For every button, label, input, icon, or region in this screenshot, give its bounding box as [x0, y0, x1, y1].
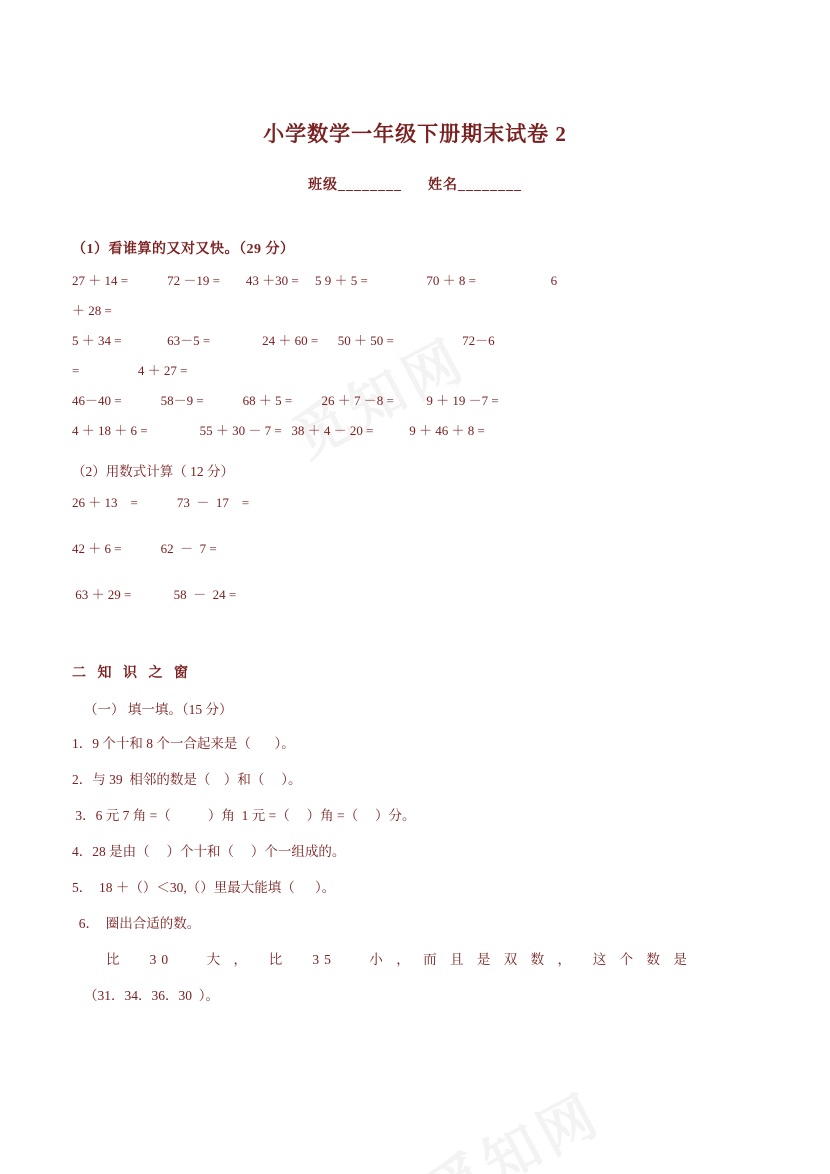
document-content	[0, 118, 830, 1006]
question-item: 2．与 39 相邻的数是（ ）和（ ）。	[72, 772, 302, 787]
calc-row: 27 ＋ 14 = 72 －19 = 43 ＋30 = 5 9 ＋ 5 = 70 ＋ 8 = 6	[72, 273, 558, 288]
watermark-text	[412, 1071, 614, 1174]
question-item: 5． 18 ＋（）＜30,（）里最大能填（ ）。	[72, 880, 336, 895]
name-label: 姓名________	[428, 178, 522, 193]
calc-row: 46－40 = 58－9 = 68 ＋ 5 = 26 ＋ 7 －8 = 9 ＋ 19 －7 =	[72, 393, 499, 408]
section-two-heading: 二 知 识 之 窗	[72, 666, 192, 681]
question-item: 1．9 个十和 8 个一合起来是（ ）。	[72, 736, 295, 751]
question-item: 3．6 元 7 角 =（ ）角 1 元 =（ ）角 =（ ）分。	[72, 808, 416, 823]
identity-line	[72, 174, 758, 194]
vertical-calc-row: 63 ＋ 29 = 58 － 24 =	[72, 587, 237, 602]
vertical-calc-row: 42 ＋ 6 = 62 － 7 =	[72, 541, 217, 556]
calc-row: 5 ＋ 34 = 63－5 = 24 ＋ 60 = 50 ＋ 50 = 72－6	[72, 333, 495, 348]
page-title: 小学数学一年级下册期末试卷 2	[263, 122, 567, 146]
question-item: 4．28 是由（ ）个十和（ ）个一组成的。	[72, 844, 346, 859]
calc-row: 4 ＋ 18 ＋ 6 = 55 ＋ 30 － 7 = 38 ＋ 4 － 20 = 9 ＋ 46 ＋ 8 =	[72, 423, 485, 438]
question-wide-line: 比 30 大 ， 比 35 小 ， 而 且 是 双 数 ， 这 个 数 是	[106, 952, 692, 967]
question-item: 6． 圈出合适的数。	[72, 916, 201, 931]
question-choice-line: （31．34．36．30 ）。	[84, 988, 219, 1003]
section-two-subheading: （一） 填一填。（15 分）	[84, 702, 233, 717]
calc-row: = 4 ＋ 27 =	[72, 363, 188, 378]
vertical-calc-row: 26 ＋ 13 = 73 － 17 =	[72, 495, 250, 510]
class-label: 班级________	[308, 178, 402, 193]
section-one-heading: （1）看谁算的又对又快。（29 分）	[72, 242, 295, 257]
section-one-subheading: （2）用数式计算（ 12 分）	[72, 464, 234, 479]
calc-row: ＋ 28 =	[72, 303, 112, 318]
